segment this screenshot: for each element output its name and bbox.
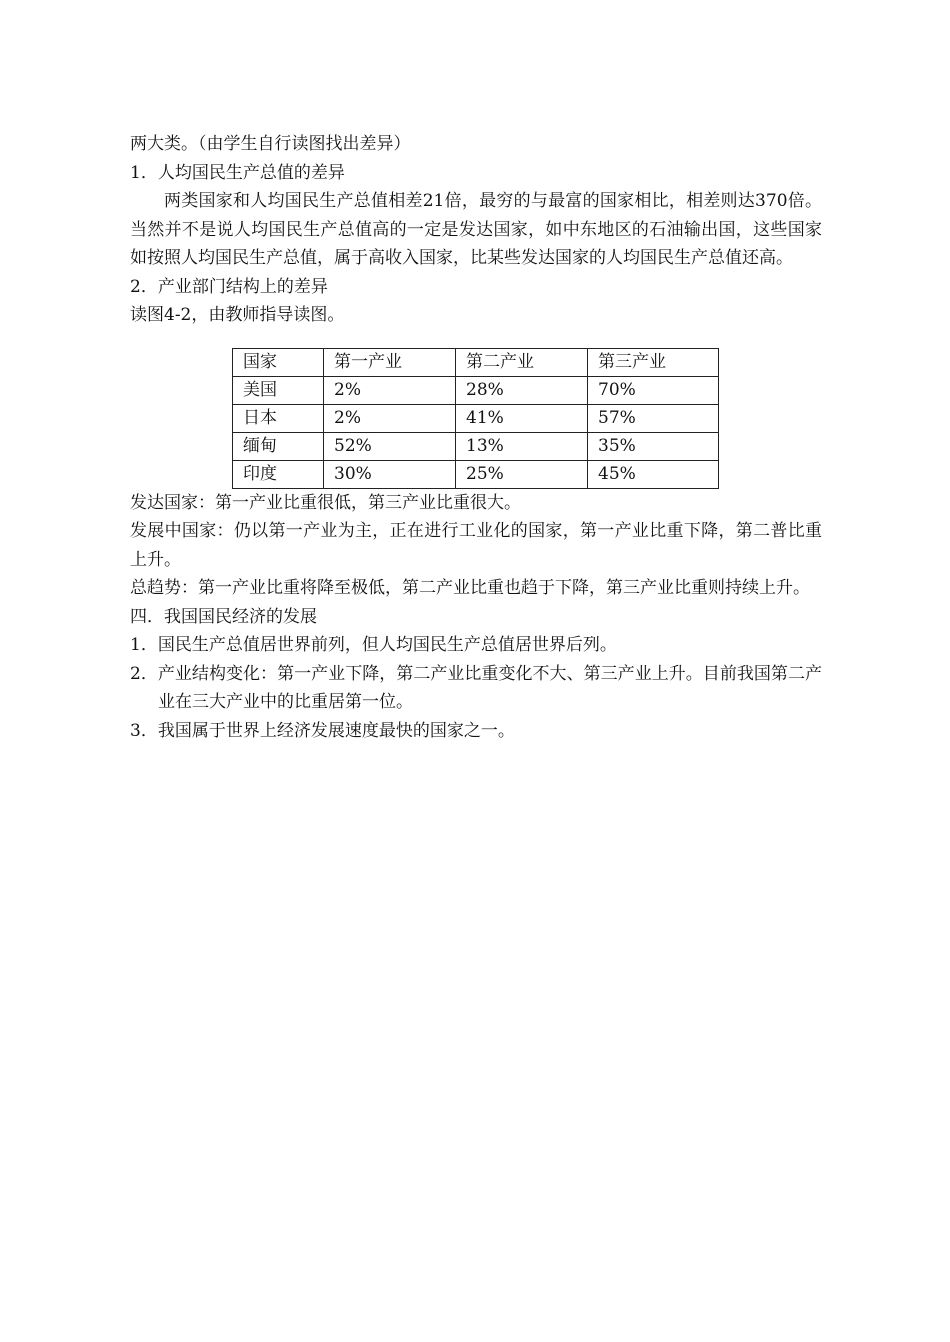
table-row bbox=[233, 376, 719, 404]
table-cell: 70% bbox=[588, 376, 719, 404]
developing-countries-note: 发展中国家：仍以第一产业为主，正在进行工业化的国家，第一产业比重下降，第二普比重上升。 bbox=[130, 521, 822, 570]
table-header-cell: 第一产业 bbox=[324, 348, 456, 376]
industry-table-wrapper bbox=[130, 348, 822, 489]
table-cell: 45% bbox=[588, 460, 719, 488]
section2-instruction: 读图4-2，由教师指导读图。 bbox=[130, 305, 345, 325]
list-item: 3．我国属于世界上经济发展速度最快的国家之一。 bbox=[130, 720, 515, 741]
table-cell: 缅甸 bbox=[233, 432, 324, 460]
table-cell: 35% bbox=[588, 432, 719, 460]
section1-heading: 1．人均国民生产总值的差异 bbox=[130, 162, 345, 183]
table-cell: 日本 bbox=[233, 404, 324, 432]
table-header-cell: 第三产业 bbox=[588, 348, 719, 376]
section4-heading: 四．我国国民经济的发展 bbox=[130, 606, 317, 627]
industry-structure-table bbox=[232, 348, 719, 489]
table-header-cell: 第二产业 bbox=[456, 348, 588, 376]
table-header-row bbox=[233, 348, 719, 376]
intro-text: 两大类。（由学生自行读图找出差异） bbox=[130, 134, 411, 154]
table-row bbox=[233, 432, 719, 460]
table-cell: 2% bbox=[324, 376, 456, 404]
section2-heading: 2．产业部门结构上的差异 bbox=[130, 276, 328, 297]
table-cell: 30% bbox=[324, 460, 456, 488]
table-cell: 印度 bbox=[233, 460, 324, 488]
table-cell: 13% bbox=[456, 432, 588, 460]
table-cell: 52% bbox=[324, 432, 456, 460]
list-item: 1．国民生产总值居世界前列，但人均国民生产总值居世界后列。 bbox=[130, 635, 617, 655]
table-cell: 41% bbox=[456, 404, 588, 432]
table-cell: 美国 bbox=[233, 376, 324, 404]
document-page bbox=[130, 130, 822, 745]
overall-trend-note: 总趋势：第一产业比重将降至极低，第二产业比重也趋于下降，第三产业比重则持续上升。 bbox=[130, 578, 810, 598]
table-cell: 25% bbox=[456, 460, 588, 488]
table-cell: 2% bbox=[324, 404, 456, 432]
table-row bbox=[233, 404, 719, 432]
table-cell: 57% bbox=[588, 404, 719, 432]
table-row bbox=[233, 460, 719, 488]
table-cell: 28% bbox=[456, 376, 588, 404]
table-header-cell: 国家 bbox=[233, 348, 324, 376]
developed-countries-note: 发达国家：第一产业比重很低，第三产业比重很大。 bbox=[130, 492, 521, 513]
section1-paragraph: 两类国家和人均国民生产总值相差21倍，最穷的与最富的国家相比，相差则达370倍。当然并不是说人均国民生产总值高的一定是发达国家，如中东地区的石油输出国，这些国家如按照人均国民生产总值，属于高收入国家，比某些发达国家的人均国民生产总值还高。 bbox=[130, 191, 822, 268]
list-item: 2．产业结构变化：第一产业下降，第二产业比重变化不大、第三产业上升。目前我国第二产业在三大产业中的比重居第一位。 bbox=[130, 663, 822, 712]
